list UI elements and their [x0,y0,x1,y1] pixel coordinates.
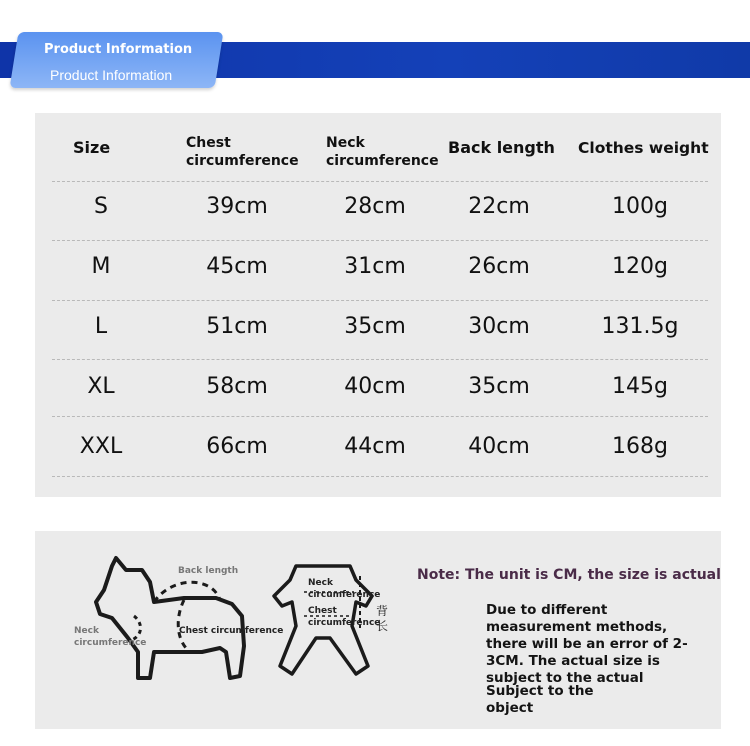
cloth-chest-label-2: circumference [308,618,381,628]
cell-size: L [94,314,108,339]
cloth-chest-label-1: Chest [308,606,337,616]
cell-weight: 131.5g [601,314,679,339]
cell-neck: 35cm [344,314,406,339]
cell-back: 30cm [468,314,530,339]
cell-neck: 40cm [344,374,406,399]
dog-neck-label-2: circumference [74,638,147,648]
product-info-title: Product Information [44,42,193,57]
divider [52,416,708,417]
cell-size: S [94,194,108,219]
header-chest-line1: Chest [186,135,231,151]
cloth-back-length-label [376,604,388,634]
cell-back: 35cm [468,374,530,399]
cell-chest: 45cm [206,254,268,279]
cell-neck: 44cm [344,434,406,459]
dog-neck-label-1: Neck [74,626,99,636]
cell-neck: 28cm [344,194,406,219]
cell-size: M [91,254,111,279]
cell-size: XL [87,374,115,399]
header-clothes-weight: Clothes weight [578,139,709,157]
cell-back: 22cm [468,194,530,219]
header-neck-line1: Neck [326,135,365,151]
cell-weight: 100g [612,194,668,219]
header-chest-line2: circumference [186,153,299,169]
note-body-2: Subject to the object [486,683,594,716]
cell-chest: 58cm [206,374,268,399]
divider [52,476,708,477]
cell-weight: 120g [612,254,668,279]
dog-chest-label: Chest circumference [179,626,284,636]
divider [52,181,708,182]
cell-back: 26cm [468,254,530,279]
divider [52,300,708,301]
divider [52,359,708,360]
cell-neck: 31cm [344,254,406,279]
cjk-char-1: 背 [376,604,389,618]
dog-back-length-label: Back length [178,566,239,576]
cell-weight: 168g [612,434,668,459]
cell-chest: 51cm [206,314,268,339]
cell-chest: 39cm [206,194,268,219]
cell-chest: 66cm [206,434,268,459]
cjk-char-2: 长 [376,619,389,633]
header-neck-line2: circumference [326,153,439,169]
cloth-neck-label-1: Neck [308,578,333,588]
note-body: Due to different measurement methods, there will be an error of 2-3CM. The actual size is subject to the actual [486,602,688,686]
cell-size: XXL [79,434,123,459]
cloth-neck-label-2: circumference [308,590,381,600]
header-size: Size [73,138,111,157]
divider [52,240,708,241]
product-info-subtitle: Product Information [50,67,173,83]
cell-weight: 145g [612,374,668,399]
header-back-length: Back length [448,138,555,157]
cell-back: 40cm [468,434,530,459]
note-title: Note: The unit is CM, the size is actual [417,567,721,583]
